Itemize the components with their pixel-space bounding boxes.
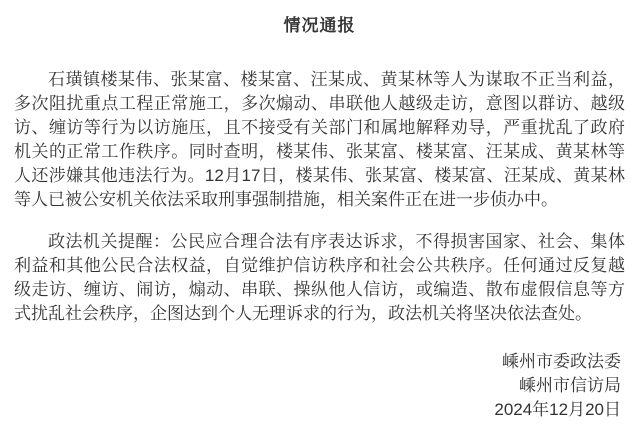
signature-date: 2024年12月20日 xyxy=(494,400,621,419)
notice-title: 情况通报 xyxy=(283,16,356,35)
notice-paragraph-reminder: 政法机关提醒：公民应合理合法有序表达诉求，不得损害国家、社会、集体利益和其他公民合法权益，自觉维护信访秩序和社会公共秩序。任何通过反复越级走访、缠访、闹访，煽动、串联、操纵他人信访，或编造、散布虚假信息等方式扰乱社会秩序，企图达到个人无理诉求的行为，政法机关将坚决依法查处。 xyxy=(14,232,625,323)
notice-paragraph-facts: 石璜镇楼某伟、张某富、楼某富、汪某成、黄某林等人为谋取不正当利益，多次阻扰重点工程正常施工，多次煽动、串联他人越级走访，意图以群访、越级访、缠访等行为以访施压，且不接受有关部门和属地解释劝导，严重扰乱了政府机关的正常工作秩序。同时查明，楼某伟、张某富、楼某富、汪某成、黄某林等人还涉嫌其他违法行为。12月17日，楼某伟、张某富、楼某富、汪某成、黄某林等人已被公安机关依法采取刑事强制措施，相关案件正在进一步侦办中。 xyxy=(14,70,625,209)
signature-block xyxy=(14,350,625,422)
signature-org-politics-law-committee: 嵊州市委政法委 xyxy=(502,352,621,371)
signature-org-petition-bureau: 嵊州市信访局 xyxy=(519,376,621,395)
